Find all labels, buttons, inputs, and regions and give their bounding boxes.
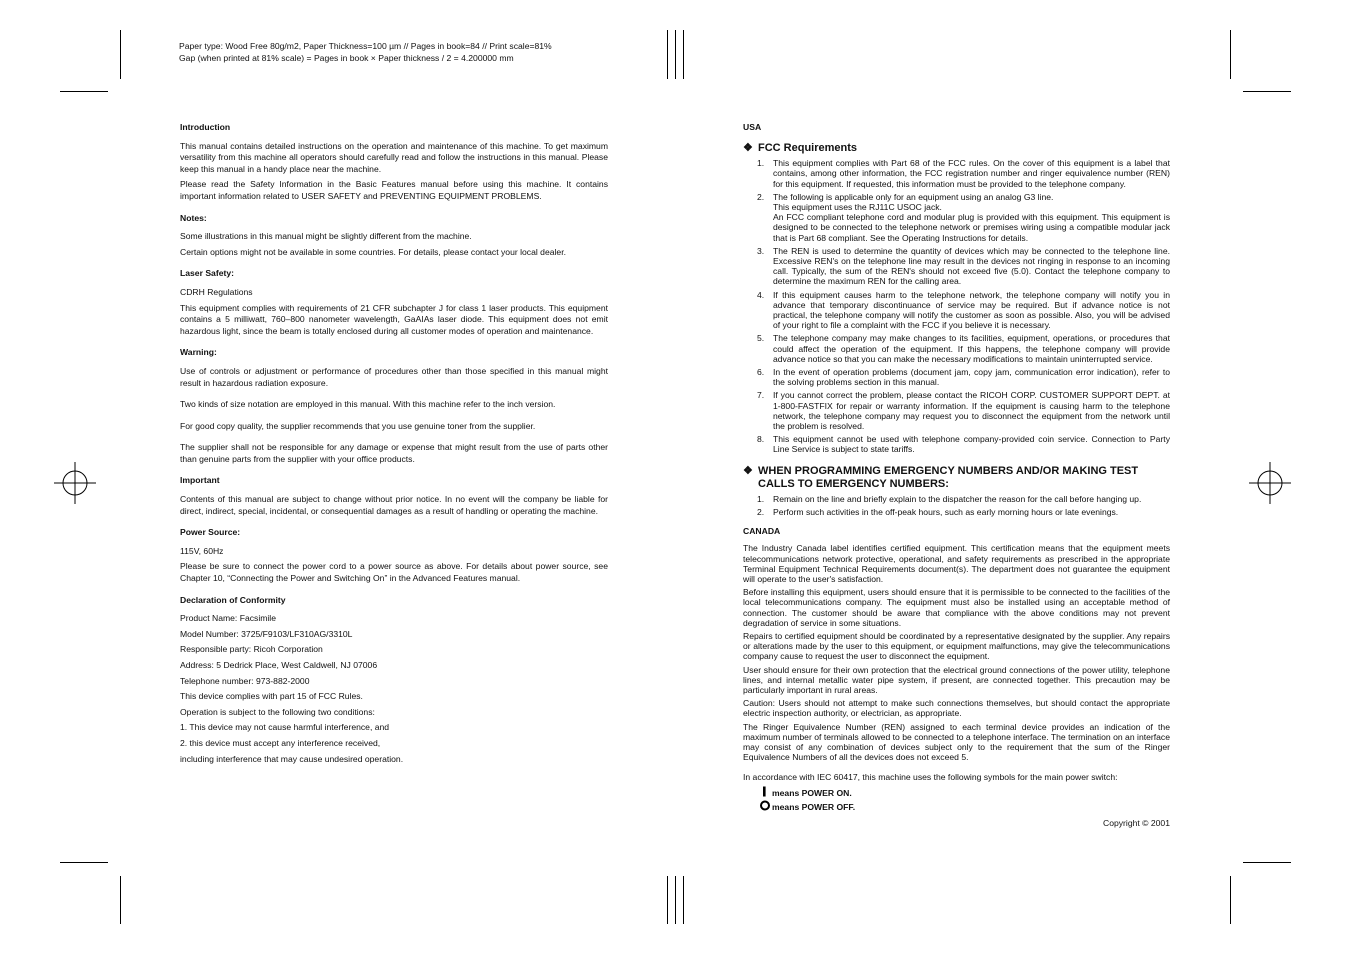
notes-paragraph-2: Certain options might not be available in some countries. For details, please contact your local dealer. bbox=[180, 246, 566, 257]
power-on-icon bbox=[760, 786, 772, 800]
copyright: Copyright © 2001 bbox=[1102, 817, 1170, 828]
laser-safety-paragraph-1: CDRH Regulations bbox=[180, 286, 253, 297]
emergency-numbers-title: WHEN PROGRAMMING EMERGENCY NUMBERS AND/OR MAKING TEST CALLS TO EMERGENCY NUMBERS: bbox=[758, 464, 1139, 490]
fcc-requirements-heading bbox=[743, 142, 1170, 155]
introduction-heading: Introduction bbox=[180, 122, 231, 132]
list-item: 7. If you cannot correct the problem, please contact the RICOH CORP. CUSTOMER SUPPORT DEPT. at 1-800-FASTFIX for repair or warranty information. If the equipment is causing harm to the telephone network, the telephone company may request you to disconnect the equipment from the network until the problem is resolved. bbox=[757, 390, 1170, 432]
list-item: 5. The telephone company may make changes to its facilities, equipment, operations, or procedures that could affect the operation of the equipment. If this happens, the telephone company will provide advance notice so that you can make the necessary modifications to maintain uninterrupted service. bbox=[757, 333, 1170, 364]
registration-mark-left bbox=[54, 462, 96, 504]
declaration-line: This device complies with part 15 of FCC Rules. bbox=[180, 691, 363, 702]
diamond-bullet-icon: ❖ bbox=[743, 464, 753, 477]
laser-safety-heading: Laser Safety: bbox=[180, 268, 234, 279]
print-spec-header bbox=[179, 40, 552, 64]
notes-paragraph-1: Some illustrations in this manual might be slightly different from the machine. bbox=[180, 231, 472, 242]
fcc-list bbox=[743, 158, 1170, 454]
print-spec-line-2: Gap (when printed at 81% scale) = Pages in book × Paper thickness / 2 = 4.200000 mm bbox=[179, 53, 514, 63]
declaration-line: including interference that may cause undesired operation. bbox=[180, 753, 404, 764]
iec-paragraph: In accordance with IEC 60417, this machine uses the following symbols for the main power switch: bbox=[743, 772, 1118, 783]
emergency-list bbox=[743, 494, 1170, 517]
right-column bbox=[743, 122, 1170, 828]
declaration-line: 1. This device may not cause harmful interference, and bbox=[180, 722, 390, 733]
warning-paragraph-2: Two kinds of size notation are employed in this manual. With this machine refer to the inch version. bbox=[180, 399, 556, 410]
usa-heading: USA bbox=[743, 122, 762, 132]
power-on-label: means POWER ON. bbox=[772, 787, 852, 798]
list-item: 3. The REN is used to determine the quantity of devices which may be connected to the telephone line. Excessive REN's on the telephone line may result in the devices not ringing in response to an incoming call. Typically, the sum of the REN's should not exceed five (5.0). Contact the telephone company to determine the maximum REN for the calling area. bbox=[757, 245, 1170, 287]
declaration-line: Address: 5 Dedrick Place, West Caldwell, NJ 07006 bbox=[180, 660, 378, 670]
notes-heading: Notes: bbox=[180, 212, 207, 223]
canada-heading: CANADA bbox=[743, 526, 781, 537]
introduction-paragraph-2: Please read the Safety Information in the Basic Features manual before using this machine. It contains important information related to USER SAFETY and PREVENTING EQUIPMENT PROBLEMS. bbox=[180, 179, 608, 201]
list-item: 4. If this equipment causes harm to the telephone network, the telephone company will notify you in advance that temporary discontinuance of service may be required. But if advance notice is not practical, the telephone company will notify the customer as soon as possible. Also, you will be advised of your right to file a complaint with the FCC if you believe it is necessary. bbox=[757, 289, 1170, 331]
print-spec-line-1: Paper type: Wood Free 80g/m2, Paper Thickness=100 µm // Pages in book=84 // Print scale=81% bbox=[179, 41, 552, 51]
power-source-paragraph-1: 115V, 60Hz bbox=[180, 545, 224, 556]
list-item: 8. This equipment cannot be used with telephone company-provided coin service. Connection to Party Line Service is subject to state tariffs. bbox=[757, 434, 1170, 455]
power-off-icon bbox=[760, 800, 772, 814]
power-on-symbol-line bbox=[760, 786, 1170, 800]
declaration-line: Product Name: Facsimile bbox=[180, 613, 276, 624]
declaration-line: Operation is subject to the following two conditions: bbox=[180, 706, 375, 717]
power-off-symbol-line bbox=[760, 800, 1170, 814]
power-source-heading: Power Source: bbox=[180, 527, 241, 538]
list-item: 6. In the event of operation problems (document jam, copy jam, communication error indication), refer to the solving problems section in this manual. bbox=[757, 367, 1170, 388]
warning-paragraph-1: Use of controls or adjustment or performance of procedures other than those specified in this manual might result in hazardous radiation exposure. bbox=[180, 365, 608, 388]
canada-paragraph: Before installing this equipment, users should ensure that it is permissible to be connected to the facilities of the local telecommunications company. The equipment must also be installed using an acceptable method of connection. The customer should be aware that compliance with the above conditions may not prevent degradation of service in some situations. bbox=[743, 587, 1170, 628]
declaration-line: Telephone number: 973-882-2000 bbox=[180, 675, 310, 686]
declaration-line: Responsible party: Ricoh Corporation bbox=[180, 644, 323, 655]
power-source-paragraph-2: Please be sure to connect the power cord to a power source as above. For details about power source, see Chapter 10, “Connecting the Power and Switching On” in the Advanced Features manual. bbox=[180, 561, 608, 584]
declaration-heading: Declaration of Conformity bbox=[180, 594, 286, 605]
list-item: 2. Perform such activities in the off-peak hours, such as early morning hours or late evenings. bbox=[757, 506, 1119, 517]
important-paragraph: Contents of this manual are subject to change without prior notice. In no event will the company be liable for direct, indirect, special, incidental, or consequential damages as a result of handling or operating the machine. bbox=[180, 494, 608, 516]
list-item: 1. Remain on the line and briefly explain to the dispatcher the reason for the call before hanging up. bbox=[757, 493, 1142, 504]
declaration-line: 2. this device must accept any interference received, bbox=[180, 737, 381, 748]
list-item: 1. This equipment complies with Part 68 of the FCC rules. On the cover of this equipment is a label that contains, among other information, the FCC registration number and ringer equivalence number (REN) for this equipment. If requested, this information must be provided to the telephone company. bbox=[757, 158, 1170, 189]
list-item: 2. The following is applicable only for an equipment using an analog G3 line. This equipment uses the RJ11C USOC jack. An FCC compliant telephone cord and modular plug is provided with this equipment. This equipment is designed to be connected to the telephone network or premises wiring using a compatible modular jack that is Part 68 compliant. See the Operating Instructions for details. bbox=[757, 191, 1170, 243]
registration-mark-right bbox=[1249, 462, 1291, 504]
warning-heading: Warning: bbox=[180, 347, 217, 358]
canada-paragraph: The Industry Canada label identifies certified equipment. This certification means that the equipment meets telecommunications network protective, operational, and safety requirements as prescribed in the appropriate Terminal Equipment Technical Requirements document(s). The department does not guarantee the equipment will operate to the user's satisfaction. bbox=[743, 543, 1170, 584]
laser-safety-paragraph-2: This equipment complies with requirements of 21 CFR subchapter J for class 1 laser products. This equipment contains a 5 milliwatt, 760–800 nanometer wavelength, GaAIAs laser diode. This equipment does not emit hazardous light, since the beam is totally enclosed during all customer modes of operation and maintenance. bbox=[180, 302, 608, 336]
warning-paragraph-3: For good copy quality, the supplier recommends that you use genuine toner from the supplier. bbox=[180, 420, 536, 431]
canada-paragraph: Caution: Users should not attempt to make such connections themselves, but should contact the appropriate electric inspection authority, or electrician, as appropriate. bbox=[743, 698, 1170, 719]
canada-paragraph: Repairs to certified equipment should be coordinated by a representative designated by the supplier. Any repairs or alterations made by the user to this equipment, or equipment malfunctions, may give the telecommunications company cause to request the user to disconnect the equipment. bbox=[743, 630, 1170, 662]
canada-paragraph: The Ringer Equivalence Number (REN) assigned to each terminal device provides an indication of the maximum number of terminals allowed to be connected to a telephone interface. The termination on an interface may consist of any combination of devices subject only to the requirement that the sum of the Ringer Equivalence Numbers of all the devices does not exceed 5. bbox=[743, 721, 1170, 763]
declaration-line: Model Number: 3725/F9103/LF310AG/3310L bbox=[180, 628, 353, 639]
fcc-requirements-title: FCC Requirements bbox=[758, 142, 858, 155]
important-heading: Important bbox=[180, 475, 220, 486]
introduction-paragraph-1: This manual contains detailed instructions on the operation and maintenance of this machine. To get maximum versatility from this machine all operators should carefully read and follow the instructions in this manual. Please keep this manual in a handy place near the machine. bbox=[180, 140, 608, 174]
declaration-lines bbox=[180, 613, 608, 765]
power-off-label: means POWER OFF. bbox=[772, 801, 856, 812]
diamond-bullet-icon: ❖ bbox=[743, 142, 753, 155]
emergency-numbers-heading bbox=[743, 465, 1170, 491]
canada-paragraph: User should ensure for their own protection that the electrical ground connections of the power utility, telephone lines, and internal metallic water pipe system, if present, are connected together. This precaution may be particularly important in rural areas. bbox=[743, 664, 1170, 695]
warning-paragraph-4: The supplier shall not be responsible for any damage or expense that might result from the use of parts other than genuine parts from the supplier with your office products. bbox=[180, 442, 608, 464]
left-column bbox=[180, 122, 608, 769]
